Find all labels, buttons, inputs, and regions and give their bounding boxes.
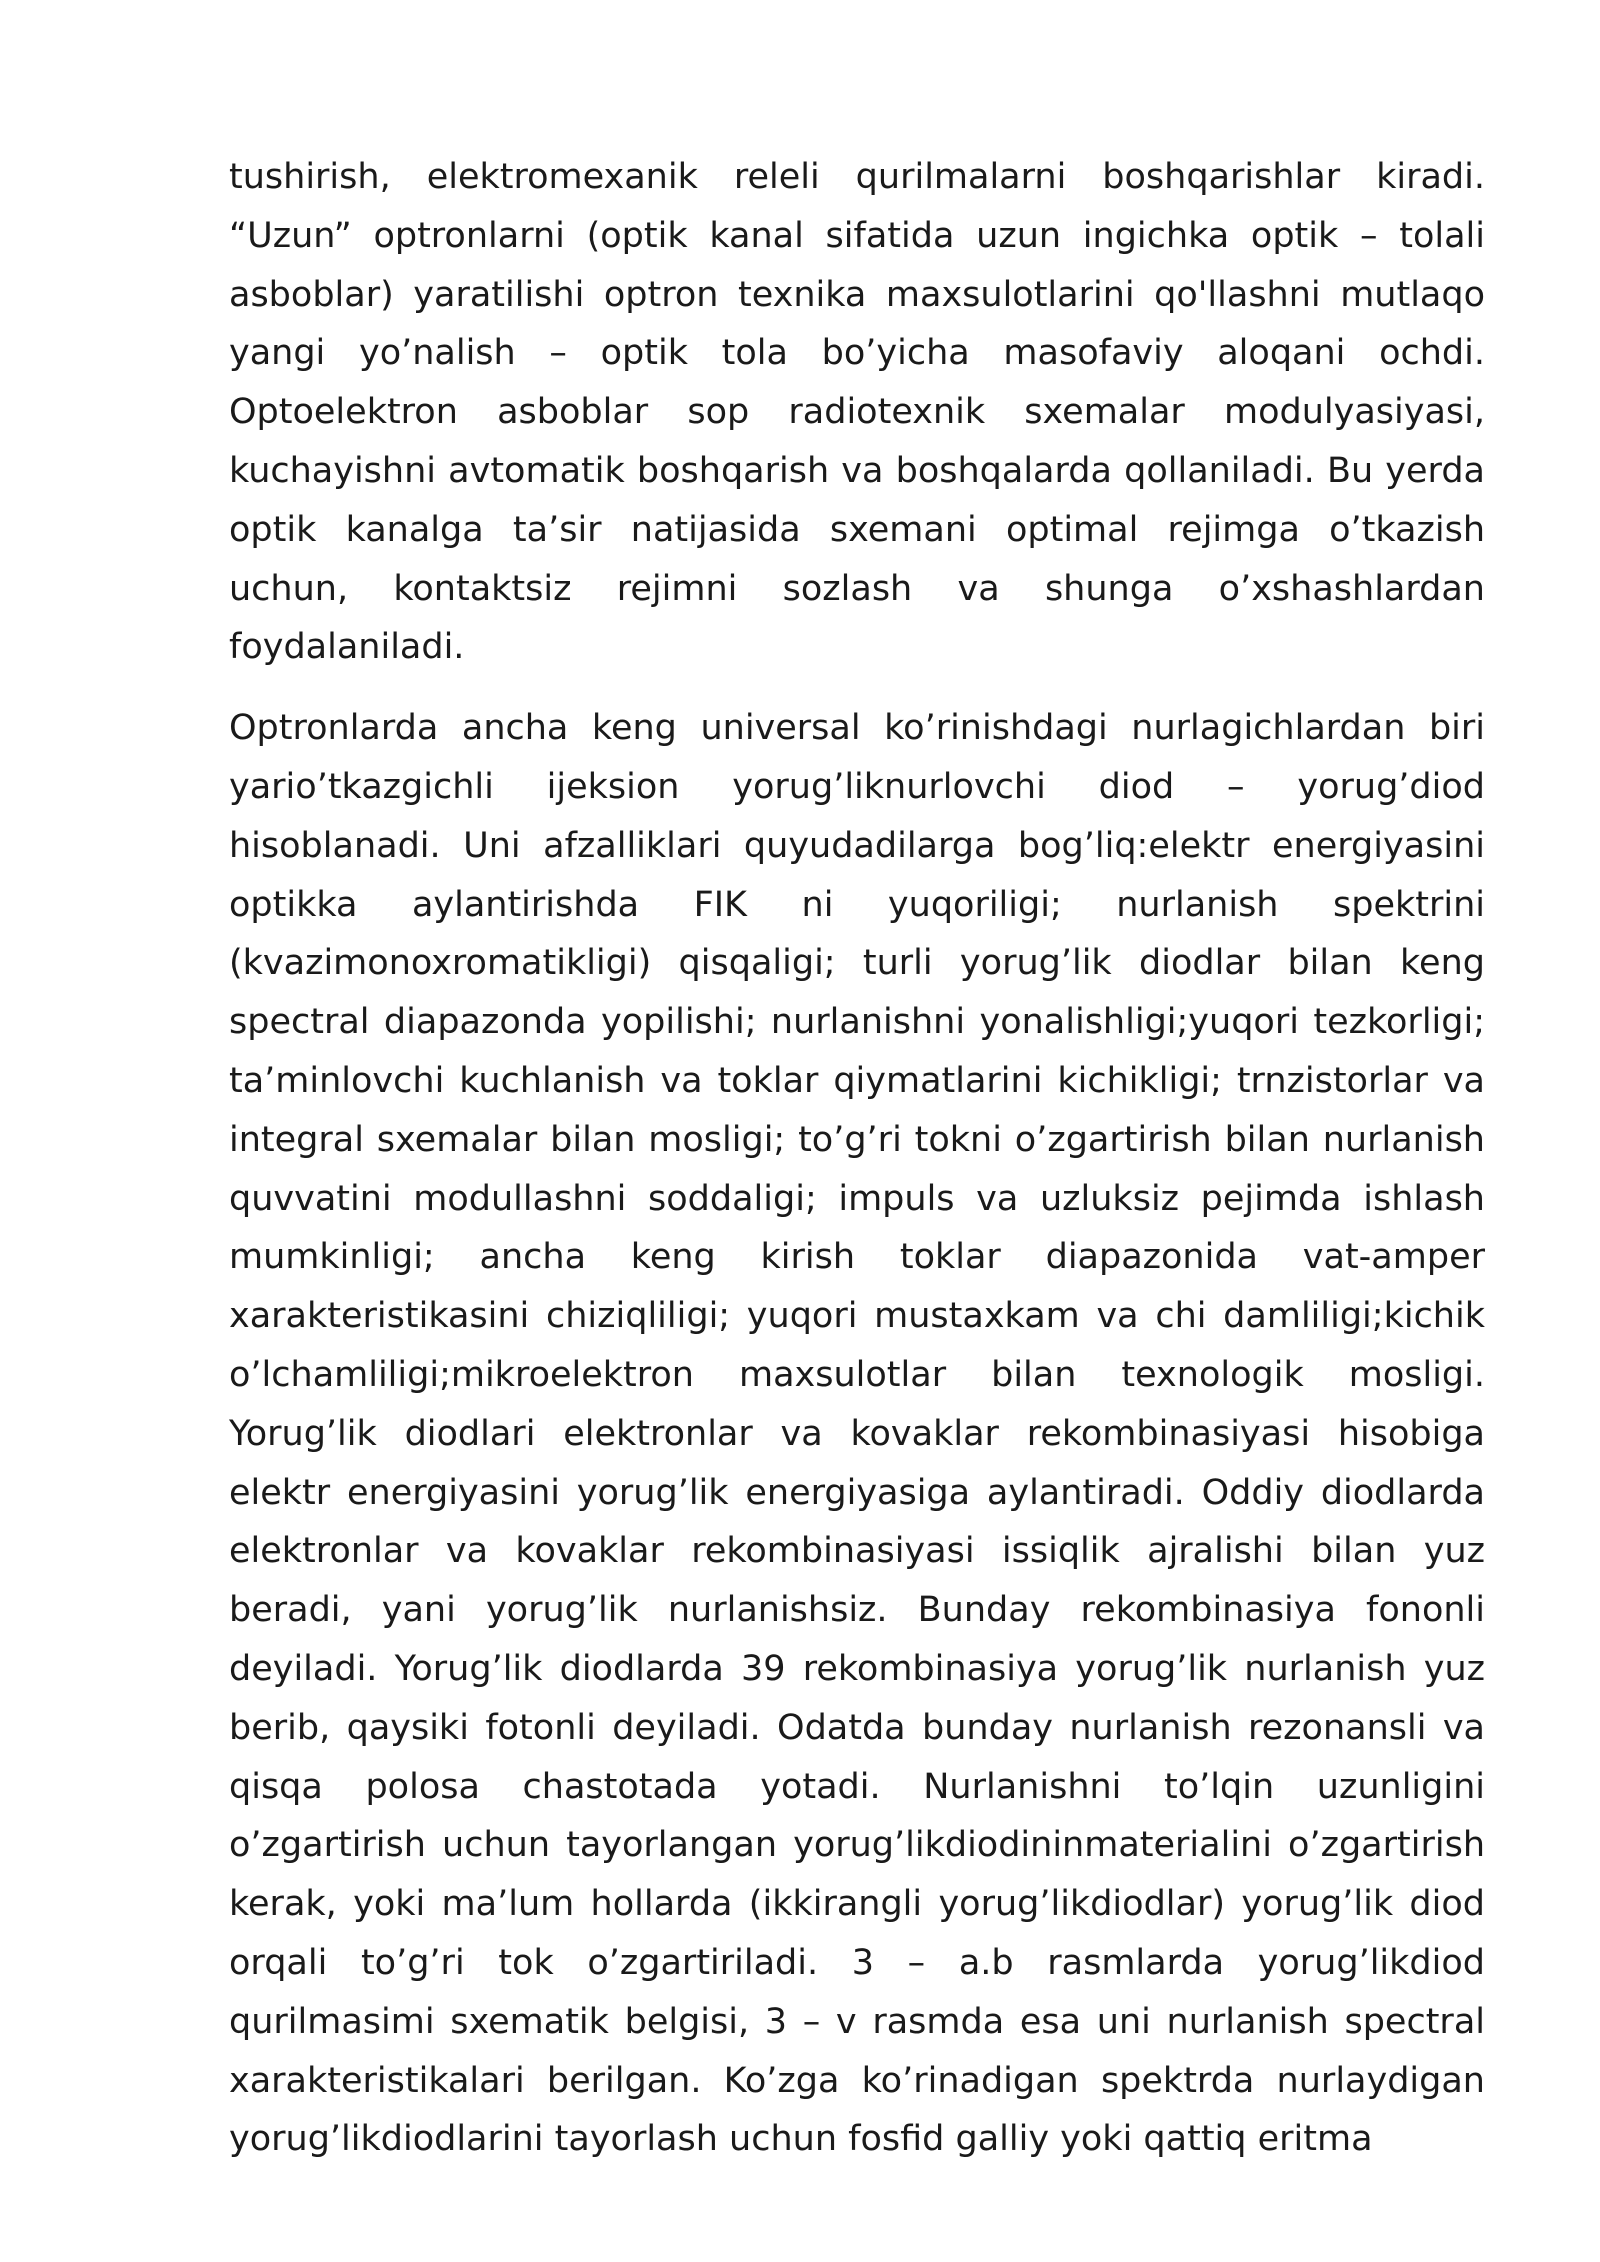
paragraph-2: Optronlarda ancha keng universal ko’rinishdagi nurlagichlardan biri yario’tkazgichli ijeksion yorug’liknurlovchi diod – yorug’diod hisoblanadi. Uni afzalliklari quyudadilarga bog’liq:elektr energiyasini optikka aylantirishda FIK ni yuqoriligi; nurlanish spektrini (kvazimonoxromatikligi) qisqaligi; turli yorug’lik diodlar bilan keng spectral diapazonda yopilishi; nurlanishni yonalishligi;yuqori tezkorligi; ta’minlovchi kuchlanish va toklar qiymatlarini kichikligi; trnzistorlar va integral sxemalar bilan mosligi; to’g’ri tokni o’zgartirish bilan nurlanish quvvatini modullashni soddaligi; impuls va uzluksiz pejimda ishlash mumkinligi; ancha keng kirish toklar diapazonida vat-amper xarakteristikasini chiziqliligi; yuqori mustaxkam va chi damliligi;kichik o’lchamliligi;mikroelektron maxsulotlar bilan texnologik mosligi. Yorug’lik diodlari elektronlar va kovaklar rekombinasiyasi hisobiga elektr energiyasini yorug’lik energiyasiga aylantiradi. Oddiy diodlarda elektronlar va kovaklar rekombinasiyasi issiqlik ajralishi bilan yuz beradi, yani yorug’lik nurlanishsiz. Bunday rekombinasiya fononli deyiladi. Yorug’lik diodlarda 39 rekombinasiya yorug’lik nurlanish yuz berib, qaysiki fotonli deyiladi. Odatda bunday nurlanish rezonansli va qisqa polosa chastotada yotadi. Nurlanishni to’lqin uzunligini o’zgartirish uchun tayorlangan yorug’likdiodininmaterialini o’zgartirish kerak, yoki ma’lum hollarda (ikkirangli yorug’likdiodlar) yorug’lik diod orqali to’g’ri tok o’zgartiriladi. 3 – a.b rasmlarda yorug’likdiod qurilmasimi sxematik belgisi, 3 – v rasmda esa uni nurlanish spectral xarakteristikalari berilgan. Ko’zga ko’rinadigan spektrda nurlaydigan yorug’likdiodlarini tayorlash uchun fosfid galliy yoki qattiq eritma	[229, 708, 1485, 2160]
paragraph-1: tushirish, elektromexanik releli qurilmalarni boshqarishlar kiradi. “Uzun” optronlarni (optik kanal sifatida uzun ingichka optik – tolali asboblar) yaratilishi optron texnika maxsulotlarini qo'llashni mutlaqo yangi yo’nalish – optik tola bo’yicha masofaviy aloqani ochdi. Optoelektron asboblar sop radiotexnik sxemalar modulyasiyasi, kuchayishni avtomatik boshqarish va boshqalarda qollaniladi. Bu yerda optik kanalga ta’sir natijasida sxemani optimal rejimga o’tkazish uchun, kontaktsiz rejimni sozlash va shunga o’xshashlardan foydalaniladi.	[229, 157, 1485, 668]
body-text	[229, 148, 1485, 2169]
